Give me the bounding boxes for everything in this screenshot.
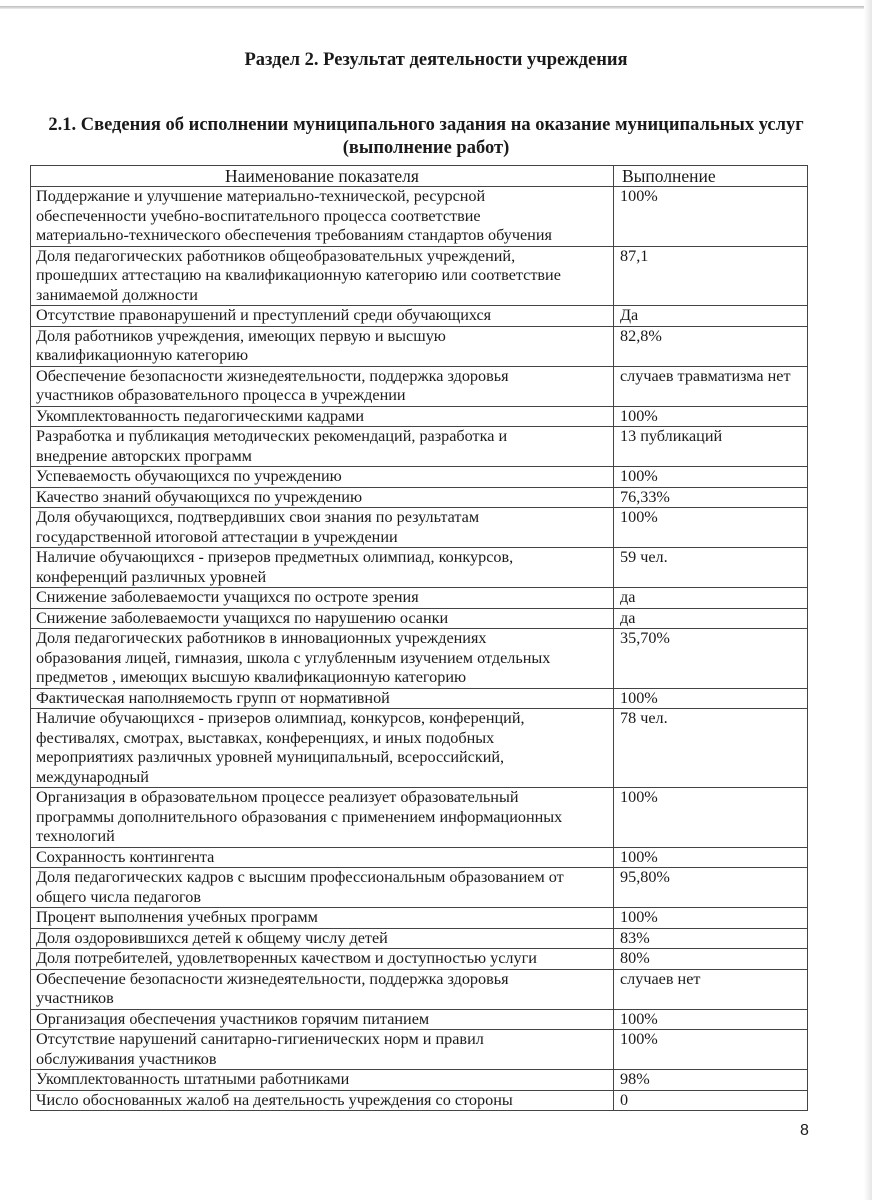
completion-value: 100% <box>614 1030 808 1070</box>
indicator-name: Наличие обучающихся - призеров предметных олимпиад, конкурсов, конференций различных уровней <box>31 548 614 588</box>
indicator-name: Доля педагогических работников общеобразовательных учреждений, прошедших аттестацию на квалификационную категорию или соответствие занимаемой должности <box>31 246 614 306</box>
header-completion: Выполнение <box>614 166 808 187</box>
indicator-name: Поддержание и улучшение материально-технической, ресурсной обеспеченности учебно-воспитательного процесса соответствие материально-технического обеспечения требованиям стандартов обучения <box>31 187 614 247</box>
header-indicator-name: Наименование показателя <box>31 166 614 187</box>
section-title: Раздел 2. Результат деятельности учреждения <box>244 50 628 70</box>
completion-value: случаев нет <box>614 969 808 1009</box>
completion-value: 95,80% <box>614 868 808 908</box>
completion-value: 76,33% <box>614 487 808 508</box>
page-number: 8 <box>800 1122 809 1139</box>
indicator-name: Разработка и публикация методических рекомендаций, разработка и внедрение авторских программ <box>31 427 614 467</box>
table-row <box>31 306 808 327</box>
table-row <box>31 1090 808 1111</box>
indicator-name: Число обоснованных жалоб на деятельность учреждения со стороны <box>31 1090 614 1111</box>
subsection-title: 2.1. Сведения об исполнении муниципального задания на оказание муниципальных услуг (выполнение работ) <box>48 115 804 158</box>
scan-right-edge <box>864 0 872 1200</box>
indicator-name: Качество знаний обучающихся по учреждению <box>31 487 614 508</box>
completion-value: Да <box>614 306 808 327</box>
indicator-name: Успеваемость обучающихся по учреждению <box>31 467 614 488</box>
completion-value: 100% <box>614 1009 808 1030</box>
completion-value: 100% <box>614 467 808 488</box>
table-row <box>31 908 808 929</box>
table-row <box>31 868 808 908</box>
completion-value: 80% <box>614 949 808 970</box>
table-row <box>31 427 808 467</box>
table-row <box>31 949 808 970</box>
table-row <box>31 709 808 788</box>
table-row <box>31 406 808 427</box>
indicator-name: Укомплектованность педагогическими кадрами <box>31 406 614 427</box>
table-row <box>31 246 808 306</box>
indicator-name: Наличие обучающихся - призеров олимпиад, конкурсов, конференций, фестивалях, смотрах, выставках, конференциях, и иных подобных мероприятиях различных уровней муниципальный, всероссийский, международный <box>31 709 614 788</box>
completion-value: 100% <box>614 688 808 709</box>
completion-value: 100% <box>614 788 808 848</box>
completion-value: да <box>614 588 808 609</box>
table-row <box>31 928 808 949</box>
completion-value: 100% <box>614 187 808 247</box>
table-row <box>31 1009 808 1030</box>
indicator-name: Фактическая наполняемость групп от нормативной <box>31 688 614 709</box>
completion-value: 59 чел. <box>614 548 808 588</box>
indicator-name: Процент выполнения учебных программ <box>31 908 614 929</box>
indicator-name: Доля педагогических кадров с высшим профессиональным образованием от общего числа педагогов <box>31 868 614 908</box>
indicator-name: Обеспечение безопасности жизнедеятельности, поддержка здоровья участников <box>31 969 614 1009</box>
table-row <box>31 467 808 488</box>
table-row <box>31 1030 808 1070</box>
table-row <box>31 548 808 588</box>
completion-value: 87,1 <box>614 246 808 306</box>
completion-value: да <box>614 608 808 629</box>
table-row <box>31 588 808 609</box>
table-row <box>31 366 808 406</box>
indicator-name: Организация обеспечения участников горячим питанием <box>31 1009 614 1030</box>
indicator-name: Снижение заболеваемости учащихся по нарушению осанки <box>31 608 614 629</box>
table-row <box>31 487 808 508</box>
table-row <box>31 969 808 1009</box>
table-row <box>31 187 808 247</box>
completion-value: случаев травматизма нет <box>614 366 808 406</box>
completion-value: 100% <box>614 508 808 548</box>
indicators-table <box>30 165 808 1111</box>
completion-value: 0 <box>614 1090 808 1111</box>
completion-value: 13 публикаций <box>614 427 808 467</box>
indicator-name: Доля педагогических работников в инновационных учреждениях образования лицей, гимназия, школа с углубленным изучением отдельных предметов , имеющих высшую квалификационную категорию <box>31 629 614 689</box>
indicator-name: Доля работников учреждения, имеющих первую и высшую квалификационную категорию <box>31 326 614 366</box>
table-row <box>31 788 808 848</box>
indicator-name: Доля обучающихся, подтвердивших свои знания по результатам государственной итоговой аттестации в учреждении <box>31 508 614 548</box>
indicator-name: Доля оздоровившихся детей к общему числу детей <box>31 928 614 949</box>
table-row <box>31 1070 808 1091</box>
indicator-name: Отсутствие правонарушений и преступлений среди обучающихся <box>31 306 614 327</box>
completion-value: 100% <box>614 847 808 868</box>
indicator-name: Доля потребителей, удовлетворенных качеством и доступностью услуги <box>31 949 614 970</box>
completion-value: 82,8% <box>614 326 808 366</box>
table-row <box>31 629 808 689</box>
indicator-name: Отсутствие нарушений санитарно-гигиенических норм и правил обслуживания участников <box>31 1030 614 1070</box>
completion-value: 100% <box>614 406 808 427</box>
indicator-name: Снижение заболеваемости учащихся по остроте зрения <box>31 588 614 609</box>
table-row <box>31 608 808 629</box>
table-row <box>31 326 808 366</box>
table-row <box>31 508 808 548</box>
indicator-name: Организация в образовательном процессе реализует образовательный программы дополнительного образования с применением информационных технологий <box>31 788 614 848</box>
table-row <box>31 847 808 868</box>
completion-value: 100% <box>614 908 808 929</box>
completion-value: 98% <box>614 1070 808 1091</box>
indicator-name: Укомплектованность штатными работниками <box>31 1070 614 1091</box>
indicator-name: Сохранность контингента <box>31 847 614 868</box>
completion-value: 83% <box>614 928 808 949</box>
completion-value: 35,70% <box>614 629 808 689</box>
completion-value: 78 чел. <box>614 709 808 788</box>
table-row <box>31 688 808 709</box>
scan-top-edge <box>0 6 872 9</box>
table-header-row <box>31 166 808 187</box>
indicator-name: Обеспечение безопасности жизнедеятельности, поддержка здоровья участников образовательного процесса в учреждении <box>31 366 614 406</box>
